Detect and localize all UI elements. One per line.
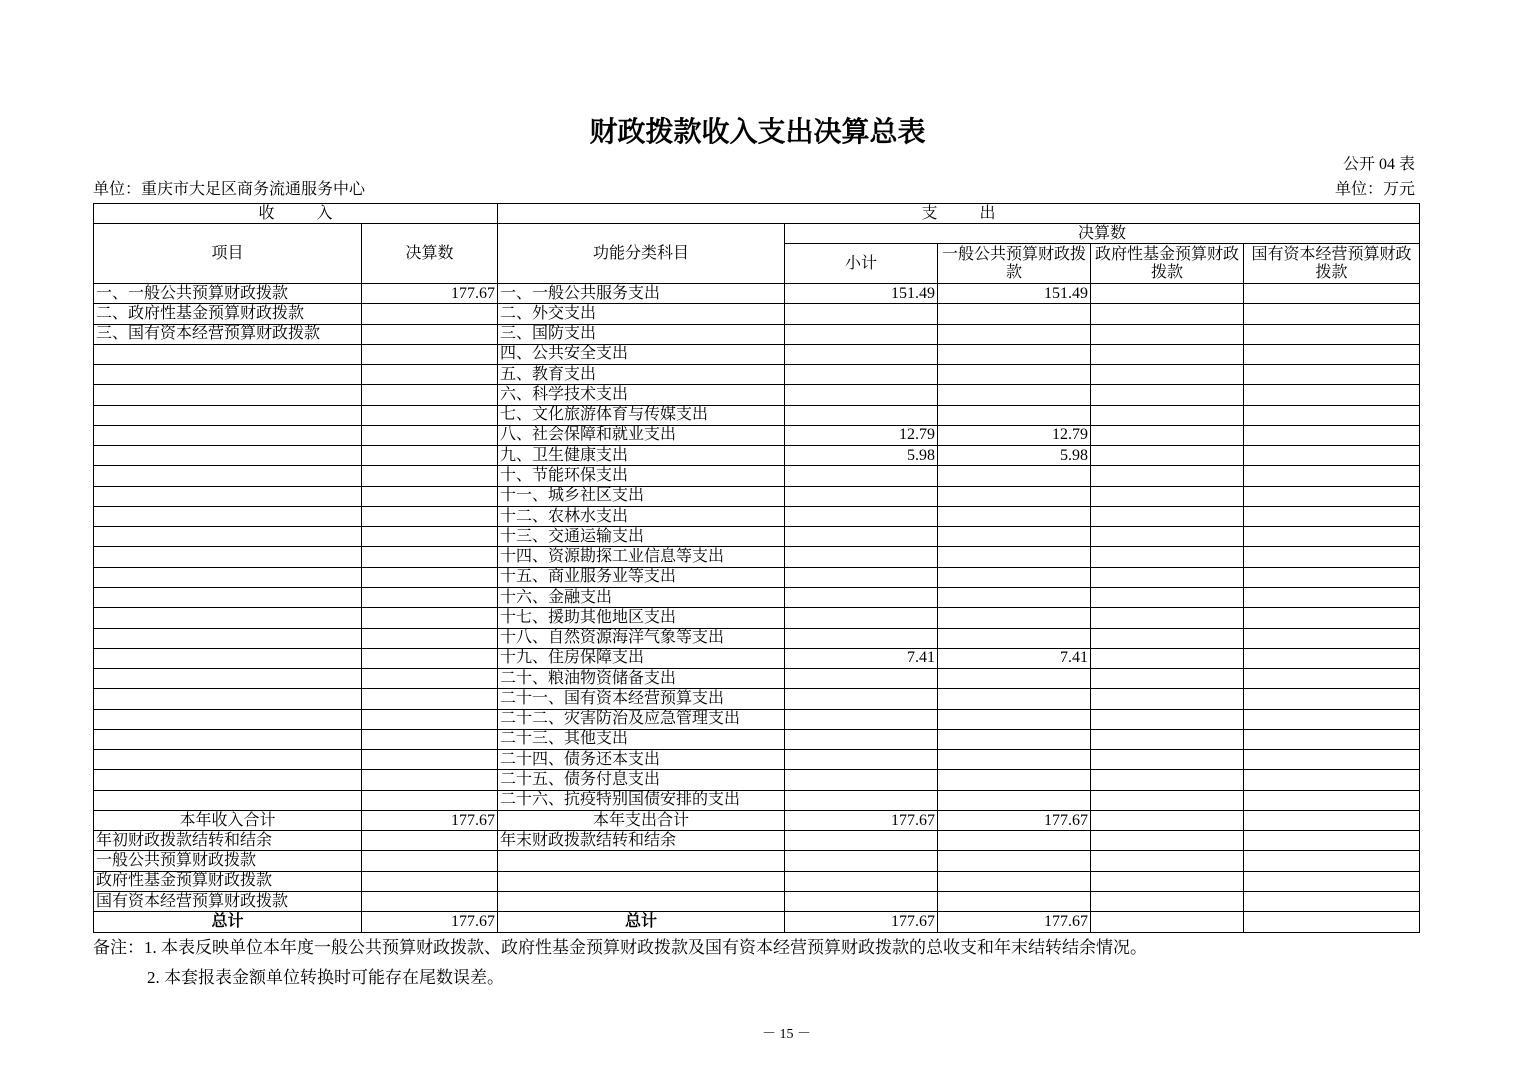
gov-fund-cell bbox=[1091, 547, 1244, 567]
state-capital-cell bbox=[1244, 425, 1420, 445]
income-amount-cell bbox=[362, 891, 498, 911]
table-row bbox=[94, 648, 1420, 668]
income-item-cell bbox=[94, 425, 362, 445]
income-amount-cell bbox=[362, 689, 498, 709]
subtotal-cell bbox=[785, 709, 938, 729]
state-capital-cell bbox=[1244, 689, 1420, 709]
table-row bbox=[94, 587, 1420, 607]
general-budget-cell: 12.79 bbox=[938, 425, 1091, 445]
state-capital-cell bbox=[1244, 608, 1420, 628]
general-budget-cell bbox=[938, 689, 1091, 709]
general-budget-cell bbox=[938, 547, 1091, 567]
income-item-cell bbox=[94, 689, 362, 709]
gov-fund-cell bbox=[1091, 689, 1244, 709]
expense-item-cell: 总计 bbox=[498, 912, 785, 932]
income-item-cell bbox=[94, 344, 362, 364]
income-item-cell bbox=[94, 365, 362, 385]
expense-item-cell: 六、科学技术支出 bbox=[498, 385, 785, 405]
subtotal-cell bbox=[785, 486, 938, 506]
table-row bbox=[94, 385, 1420, 405]
gov-fund-cell bbox=[1091, 750, 1244, 770]
page-title: 财政拨款收入支出决算总表 bbox=[589, 117, 926, 148]
income-amount-cell bbox=[362, 425, 498, 445]
table-row bbox=[94, 324, 1420, 344]
state-capital-cell bbox=[1244, 628, 1420, 648]
table-row bbox=[94, 547, 1420, 567]
gov-fund-cell bbox=[1091, 304, 1244, 324]
table-row bbox=[94, 891, 1420, 911]
expense-item-cell: 十七、援助其他地区支出 bbox=[498, 608, 785, 628]
subtotal-cell bbox=[785, 506, 938, 526]
gov-fund-cell bbox=[1091, 344, 1244, 364]
expense-item-cell: 十一、城乡社区支出 bbox=[498, 486, 785, 506]
income-amount-cell bbox=[362, 466, 498, 486]
income-amount-cell bbox=[362, 608, 498, 628]
income-amount-cell bbox=[362, 851, 498, 871]
subtotal-cell bbox=[785, 750, 938, 770]
income-item-cell bbox=[94, 506, 362, 526]
expense-item-cell: 五、教育支出 bbox=[498, 365, 785, 385]
expense-item-cell: 七、文化旅游体育与传媒支出 bbox=[498, 405, 785, 425]
general-budget-cell bbox=[938, 770, 1091, 790]
income-amount-cell: 177.67 bbox=[362, 810, 498, 830]
income-item-cell: 年初财政拨款结转和结余 bbox=[94, 831, 362, 851]
expense-item-cell: 二十二、灾害防治及应急管理支出 bbox=[498, 709, 785, 729]
gov-fund-cell bbox=[1091, 527, 1244, 547]
state-capital-cell bbox=[1244, 547, 1420, 567]
state-capital-cell bbox=[1244, 527, 1420, 547]
general-budget-cell bbox=[938, 851, 1091, 871]
table-row bbox=[94, 446, 1420, 466]
table-row bbox=[94, 304, 1420, 324]
subtotal-cell: 151.49 bbox=[785, 284, 938, 304]
state-capital-cell bbox=[1244, 587, 1420, 607]
subtotal-cell bbox=[785, 405, 938, 425]
state-capital-cell bbox=[1244, 486, 1420, 506]
table-row bbox=[94, 628, 1420, 648]
income-amount-cell bbox=[362, 871, 498, 891]
table-row bbox=[94, 405, 1420, 425]
income-amount-cell bbox=[362, 587, 498, 607]
expense-item-cell: 本年支出合计 bbox=[498, 810, 785, 830]
expense-item-cell: 一、一般公共服务支出 bbox=[498, 284, 785, 304]
table-body bbox=[94, 284, 1420, 933]
subtotal-header: 小计 bbox=[785, 244, 938, 284]
state-capital-cell bbox=[1244, 344, 1420, 364]
income-item-cell: 总计 bbox=[94, 912, 362, 932]
income-amount-cell bbox=[362, 304, 498, 324]
state-capital-cell bbox=[1244, 466, 1420, 486]
state-capital-cell bbox=[1244, 709, 1420, 729]
expense-item-cell: 二十、粮油物资储备支出 bbox=[498, 669, 785, 689]
table-row bbox=[94, 344, 1420, 364]
table-row bbox=[94, 486, 1420, 506]
income-amount-cell bbox=[362, 709, 498, 729]
table-row bbox=[94, 527, 1420, 547]
income-amount-cell bbox=[362, 648, 498, 668]
income-amount-cell bbox=[362, 486, 498, 506]
state-capital-cell bbox=[1244, 648, 1420, 668]
final-amount-header: 决算数 bbox=[785, 224, 1420, 244]
subtotal-cell: 7.41 bbox=[785, 648, 938, 668]
table-row bbox=[94, 912, 1420, 932]
state-capital-cell bbox=[1244, 729, 1420, 749]
gov-fund-cell bbox=[1091, 324, 1244, 344]
gov-fund-cell bbox=[1091, 608, 1244, 628]
subtotal-cell: 12.79 bbox=[785, 425, 938, 445]
table-row bbox=[94, 425, 1420, 445]
income-item-cell: 一、一般公共预算财政拨款 bbox=[94, 284, 362, 304]
subtotal-cell bbox=[785, 871, 938, 891]
general-budget-cell: 177.67 bbox=[938, 912, 1091, 932]
table-row bbox=[94, 608, 1420, 628]
gov-fund-cell bbox=[1091, 729, 1244, 749]
income-amount-cell bbox=[362, 567, 498, 587]
gov-fund-cell bbox=[1091, 365, 1244, 385]
expense-item-cell: 十三、交通运输支出 bbox=[498, 527, 785, 547]
header-row bbox=[94, 224, 1420, 244]
general-budget-cell bbox=[938, 669, 1091, 689]
state-capital-cell bbox=[1244, 506, 1420, 526]
income-item-cell bbox=[94, 648, 362, 668]
state-capital-cell bbox=[1244, 810, 1420, 830]
income-amount-cell: 177.67 bbox=[362, 284, 498, 304]
expense-item-cell: 十五、商业服务业等支出 bbox=[498, 567, 785, 587]
income-amount-cell bbox=[362, 669, 498, 689]
general-budget-cell bbox=[938, 608, 1091, 628]
state-capital-cell bbox=[1244, 567, 1420, 587]
income-item-cell bbox=[94, 446, 362, 466]
income-amount-cell bbox=[362, 506, 498, 526]
gov-fund-cell bbox=[1091, 810, 1244, 830]
general-budget-cell bbox=[938, 486, 1091, 506]
subtotal-cell: 177.67 bbox=[785, 810, 938, 830]
form-code: 公开 04 表 bbox=[1342, 156, 1415, 173]
income-item-cell bbox=[94, 770, 362, 790]
subtotal-cell bbox=[785, 385, 938, 405]
income-item-cell bbox=[94, 790, 362, 810]
gov-fund-cell bbox=[1091, 425, 1244, 445]
state-capital-cell bbox=[1244, 284, 1420, 304]
general-budget-cell bbox=[938, 365, 1091, 385]
expense-item-cell: 二、外交支出 bbox=[498, 304, 785, 324]
table-row bbox=[94, 365, 1420, 385]
expense-item-cell bbox=[498, 891, 785, 911]
general-budget-cell: 177.67 bbox=[938, 810, 1091, 830]
subtotal-cell bbox=[785, 344, 938, 364]
subtotal-cell bbox=[785, 729, 938, 749]
subtotal-cell bbox=[785, 587, 938, 607]
general-budget-cell bbox=[938, 750, 1091, 770]
amount-header: 决算数 bbox=[362, 224, 498, 284]
income-item-cell bbox=[94, 547, 362, 567]
general-budget-cell bbox=[938, 790, 1091, 810]
state-capital-cell bbox=[1244, 405, 1420, 425]
expense-item-cell: 年末财政拨款结转和结余 bbox=[498, 831, 785, 851]
income-amount-cell bbox=[362, 770, 498, 790]
income-item-cell bbox=[94, 527, 362, 547]
state-capital-cell bbox=[1244, 669, 1420, 689]
state-capital-header: 国有资本经营预算财政拨款 bbox=[1244, 244, 1420, 284]
expense-item-cell: 十六、金融支出 bbox=[498, 587, 785, 607]
gov-fund-cell bbox=[1091, 669, 1244, 689]
income-amount-cell bbox=[362, 344, 498, 364]
table-row bbox=[94, 810, 1420, 830]
subtotal-cell bbox=[785, 669, 938, 689]
income-amount-cell bbox=[362, 628, 498, 648]
expense-item-cell: 二十四、债务还本支出 bbox=[498, 750, 785, 770]
gov-fund-cell bbox=[1091, 567, 1244, 587]
table-row bbox=[94, 466, 1420, 486]
page-number: － 15 － bbox=[762, 1027, 811, 1042]
item-header: 项目 bbox=[94, 224, 362, 284]
general-budget-cell bbox=[938, 385, 1091, 405]
income-amount-cell bbox=[362, 729, 498, 749]
general-budget-cell bbox=[938, 628, 1091, 648]
table-row bbox=[94, 506, 1420, 526]
general-budget-cell bbox=[938, 729, 1091, 749]
subtotal-cell bbox=[785, 790, 938, 810]
gov-fund-cell bbox=[1091, 446, 1244, 466]
expense-item-cell: 九、卫生健康支出 bbox=[498, 446, 785, 466]
income-item-cell bbox=[94, 709, 362, 729]
table-row bbox=[94, 831, 1420, 851]
expense-item-cell: 十、节能环保支出 bbox=[498, 466, 785, 486]
table-row bbox=[94, 669, 1420, 689]
gov-fund-cell bbox=[1091, 648, 1244, 668]
income-item-cell: 一般公共预算财政拨款 bbox=[94, 851, 362, 871]
table-row bbox=[94, 790, 1420, 810]
general-budget-cell bbox=[938, 871, 1091, 891]
table-header bbox=[94, 204, 1420, 284]
general-budget-cell bbox=[938, 344, 1091, 364]
state-capital-cell bbox=[1244, 304, 1420, 324]
expense-item-cell: 二十五、债务付息支出 bbox=[498, 770, 785, 790]
table-row bbox=[94, 871, 1420, 891]
state-capital-cell bbox=[1244, 851, 1420, 871]
income-item-cell: 二、政府性基金预算财政拨款 bbox=[94, 304, 362, 324]
income-item-cell: 国有资本经营预算财政拨款 bbox=[94, 891, 362, 911]
income-amount-cell bbox=[362, 831, 498, 851]
function-category-header: 功能分类科目 bbox=[498, 224, 785, 284]
income-item-cell: 本年收入合计 bbox=[94, 810, 362, 830]
gov-fund-cell bbox=[1091, 790, 1244, 810]
gov-fund-cell bbox=[1091, 628, 1244, 648]
gov-fund-cell bbox=[1091, 831, 1244, 851]
expense-item-cell: 二十一、国有资本经营预算支出 bbox=[498, 689, 785, 709]
subtotal-cell bbox=[785, 567, 938, 587]
income-item-cell bbox=[94, 466, 362, 486]
gov-fund-cell bbox=[1091, 709, 1244, 729]
income-amount-cell bbox=[362, 446, 498, 466]
subtotal-cell bbox=[785, 527, 938, 547]
gov-fund-cell bbox=[1091, 466, 1244, 486]
income-item-cell: 三、国有资本经营预算财政拨款 bbox=[94, 324, 362, 344]
state-capital-cell bbox=[1244, 891, 1420, 911]
gov-fund-cell bbox=[1091, 486, 1244, 506]
expense-item-cell: 十九、住房保障支出 bbox=[498, 648, 785, 668]
state-capital-cell bbox=[1244, 790, 1420, 810]
unit-currency: 单位：万元 bbox=[1334, 181, 1415, 198]
gov-fund-cell bbox=[1091, 891, 1244, 911]
subtotal-cell bbox=[785, 851, 938, 871]
expense-item-cell: 四、公共安全支出 bbox=[498, 344, 785, 364]
expense-header: 支 出 bbox=[498, 204, 1420, 224]
gov-fund-header: 政府性基金预算财政拨款 bbox=[1091, 244, 1244, 284]
income-amount-cell bbox=[362, 547, 498, 567]
subtotal-cell bbox=[785, 628, 938, 648]
income-amount-cell bbox=[362, 790, 498, 810]
general-budget-header: 一般公共预算财政拨款 bbox=[938, 244, 1091, 284]
note-line: 2. 本套报表金额单位转换时可能存在尾数误差。 bbox=[147, 968, 504, 987]
table-row bbox=[94, 567, 1420, 587]
income-amount-cell bbox=[362, 365, 498, 385]
state-capital-cell bbox=[1244, 750, 1420, 770]
income-amount-cell bbox=[362, 324, 498, 344]
subtotal-cell bbox=[785, 689, 938, 709]
expense-item-cell: 二十六、抗疫特别国债安排的支出 bbox=[498, 790, 785, 810]
table-row bbox=[94, 284, 1420, 304]
table-row bbox=[94, 750, 1420, 770]
subtotal-cell bbox=[785, 831, 938, 851]
gov-fund-cell bbox=[1091, 284, 1244, 304]
expense-item-cell: 八、社会保障和就业支出 bbox=[498, 425, 785, 445]
gov-fund-cell bbox=[1091, 405, 1244, 425]
state-capital-cell bbox=[1244, 365, 1420, 385]
state-capital-cell bbox=[1244, 871, 1420, 891]
general-budget-cell bbox=[938, 587, 1091, 607]
income-item-cell bbox=[94, 669, 362, 689]
header-row bbox=[94, 204, 1420, 224]
income-item-cell bbox=[94, 628, 362, 648]
subtotal-cell bbox=[785, 466, 938, 486]
income-item-cell bbox=[94, 729, 362, 749]
gov-fund-cell bbox=[1091, 851, 1244, 871]
general-budget-cell bbox=[938, 709, 1091, 729]
expense-item-cell: 二十三、其他支出 bbox=[498, 729, 785, 749]
general-budget-cell bbox=[938, 831, 1091, 851]
general-budget-cell bbox=[938, 567, 1091, 587]
expense-item-cell: 十八、自然资源海洋气象等支出 bbox=[498, 628, 785, 648]
subtotal-cell bbox=[785, 608, 938, 628]
subtotal-cell bbox=[785, 547, 938, 567]
expense-item-cell bbox=[498, 851, 785, 871]
income-amount-cell bbox=[362, 385, 498, 405]
general-budget-cell: 7.41 bbox=[938, 648, 1091, 668]
state-capital-cell bbox=[1244, 385, 1420, 405]
subtotal-cell: 5.98 bbox=[785, 446, 938, 466]
gov-fund-cell bbox=[1091, 770, 1244, 790]
income-item-cell bbox=[94, 750, 362, 770]
subtotal-cell bbox=[785, 324, 938, 344]
general-budget-cell bbox=[938, 527, 1091, 547]
general-budget-cell bbox=[938, 506, 1091, 526]
general-budget-cell: 151.49 bbox=[938, 284, 1091, 304]
state-capital-cell bbox=[1244, 912, 1420, 932]
table-row bbox=[94, 851, 1420, 871]
table-row bbox=[94, 729, 1420, 749]
expense-item-cell: 十二、农林水支出 bbox=[498, 506, 785, 526]
note-line: 备注：1. 本表反映单位本年度一般公共预算财政拨款、政府性基金预算财政拨款及国有资本经营预算财政拨款的总收支和年末结转结余情况。 bbox=[93, 938, 1147, 957]
budget-table bbox=[93, 203, 1420, 933]
income-header: 收 入 bbox=[94, 204, 498, 224]
general-budget-cell bbox=[938, 891, 1091, 911]
unit-organization: 单位：重庆市大足区商务流通服务中心 bbox=[93, 181, 366, 198]
subtotal-cell: 177.67 bbox=[785, 912, 938, 932]
state-capital-cell bbox=[1244, 324, 1420, 344]
general-budget-cell bbox=[938, 405, 1091, 425]
general-budget-cell bbox=[938, 466, 1091, 486]
gov-fund-cell bbox=[1091, 587, 1244, 607]
state-capital-cell bbox=[1244, 770, 1420, 790]
expense-item-cell: 十四、资源勘探工业信息等支出 bbox=[498, 547, 785, 567]
general-budget-cell bbox=[938, 304, 1091, 324]
general-budget-cell: 5.98 bbox=[938, 446, 1091, 466]
income-item-cell bbox=[94, 567, 362, 587]
gov-fund-cell bbox=[1091, 871, 1244, 891]
income-amount-cell bbox=[362, 405, 498, 425]
state-capital-cell bbox=[1244, 446, 1420, 466]
income-item-cell bbox=[94, 385, 362, 405]
income-item-cell bbox=[94, 405, 362, 425]
table-row bbox=[94, 770, 1420, 790]
state-capital-cell bbox=[1244, 831, 1420, 851]
income-item-cell bbox=[94, 587, 362, 607]
income-amount-cell: 177.67 bbox=[362, 912, 498, 932]
subtotal-cell bbox=[785, 770, 938, 790]
income-item-cell bbox=[94, 486, 362, 506]
income-amount-cell bbox=[362, 750, 498, 770]
gov-fund-cell bbox=[1091, 506, 1244, 526]
income-amount-cell bbox=[362, 527, 498, 547]
subtotal-cell bbox=[785, 891, 938, 911]
table-row bbox=[94, 689, 1420, 709]
gov-fund-cell bbox=[1091, 912, 1244, 932]
income-item-cell bbox=[94, 608, 362, 628]
general-budget-cell bbox=[938, 324, 1091, 344]
income-item-cell: 政府性基金预算财政拨款 bbox=[94, 871, 362, 891]
expense-item-cell bbox=[498, 871, 785, 891]
subtotal-cell bbox=[785, 365, 938, 385]
subtotal-cell bbox=[785, 304, 938, 324]
gov-fund-cell bbox=[1091, 385, 1244, 405]
expense-item-cell: 三、国防支出 bbox=[498, 324, 785, 344]
table-row bbox=[94, 709, 1420, 729]
